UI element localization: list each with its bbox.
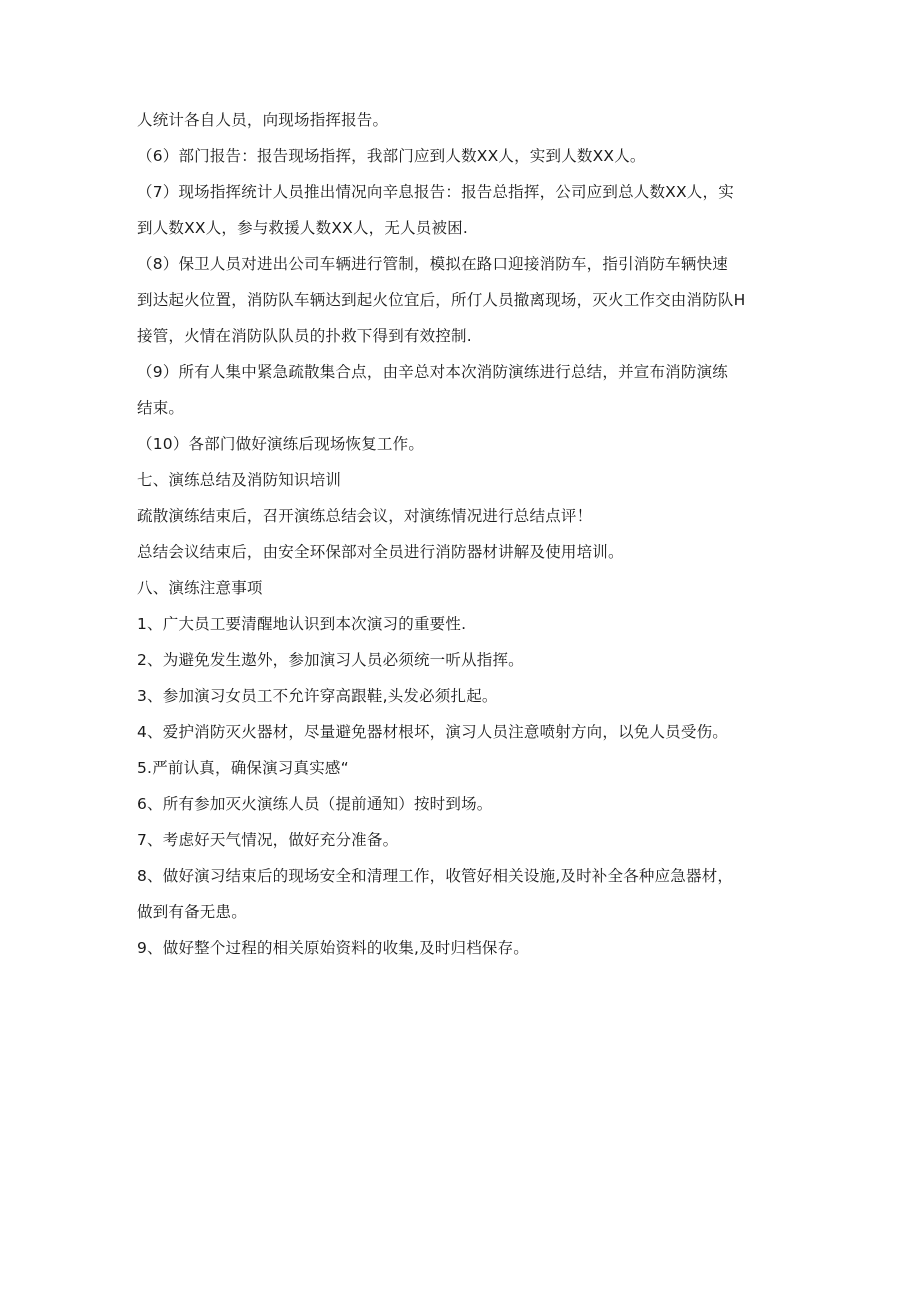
section-heading: 八、演练注意事项	[137, 579, 263, 597]
text-line: 人统计各自人员，向现场指挥报告。	[137, 111, 389, 129]
text-line: 到人数XX人，参与救援人数XX人，无人员被困.	[137, 219, 469, 237]
list-item: 1、广大员工要清醒地认识到本次演习的重要性.	[137, 615, 467, 633]
text-line: （6）部门报告：报告现场指挥，我部门应到人数XX人，实到人数XX人。	[137, 147, 646, 165]
list-item: 3、参加演习女员工不允许穿高跟鞋,头发必须扎起。	[137, 687, 498, 705]
text-line: （7）现场指挥统计人员推出情况向辛息报告：报告总指挥，公司应到总人数XX人，实	[137, 183, 734, 201]
text-line: 总结会议结束后，由安全环保部对全员进行消防器材讲解及使用培训。	[137, 543, 624, 561]
section-heading: 七、演练总结及消防知识培训	[137, 471, 342, 489]
text-line: 到达起火位置，消防队车辆达到起火位宜后，所仃人员撤离现场，灭火工作交由消防队H	[137, 291, 746, 309]
text-line: 疏散演练结束后，召开演练总结会议，对演练情况进行总结点评！	[137, 507, 593, 525]
list-item: 4、爱护消防灭火器材，尽量避免器材根坏，演习人员注意喷射方向，以免人员受伤。	[137, 723, 728, 741]
list-item: 6、所有参加灭火演练人员（提前通知）按时到场。	[137, 795, 493, 813]
text-line: （9）所有人集中紧急疏散集合点，由辛总对本次消防演练进行总结，并宣布消防演练	[137, 363, 728, 381]
text-line: 接管，火情在消防队队员的扑救下得到有效控制.	[137, 327, 472, 345]
text-line: （10）各部门做好演练后现场恢复工作。	[137, 435, 425, 453]
list-item: 5.严前认真，确保演习真实感“	[137, 759, 349, 777]
text-line: （8）保卫人员对进出公司车辆进行管制，模拟在路口迎接消防车，指引消防车辆快速	[137, 255, 728, 273]
document-body	[137, 111, 787, 975]
list-item: 做到有备无患。	[137, 903, 247, 921]
list-item: 2、为避免发生遨外，参加演习人员必须统一听从指挥。	[137, 651, 524, 669]
list-item: 8、做好演习结束后的现场安全和清理工作，收管好相关设施,及时补全各种应急器材，	[137, 867, 734, 885]
text-line: 结束。	[137, 399, 185, 417]
list-item: 7、考虑好天气情况，做好充分准备。	[137, 831, 399, 849]
list-item: 9、做好整个过程的相关原始资料的收集,及时归档保存。	[137, 939, 529, 957]
